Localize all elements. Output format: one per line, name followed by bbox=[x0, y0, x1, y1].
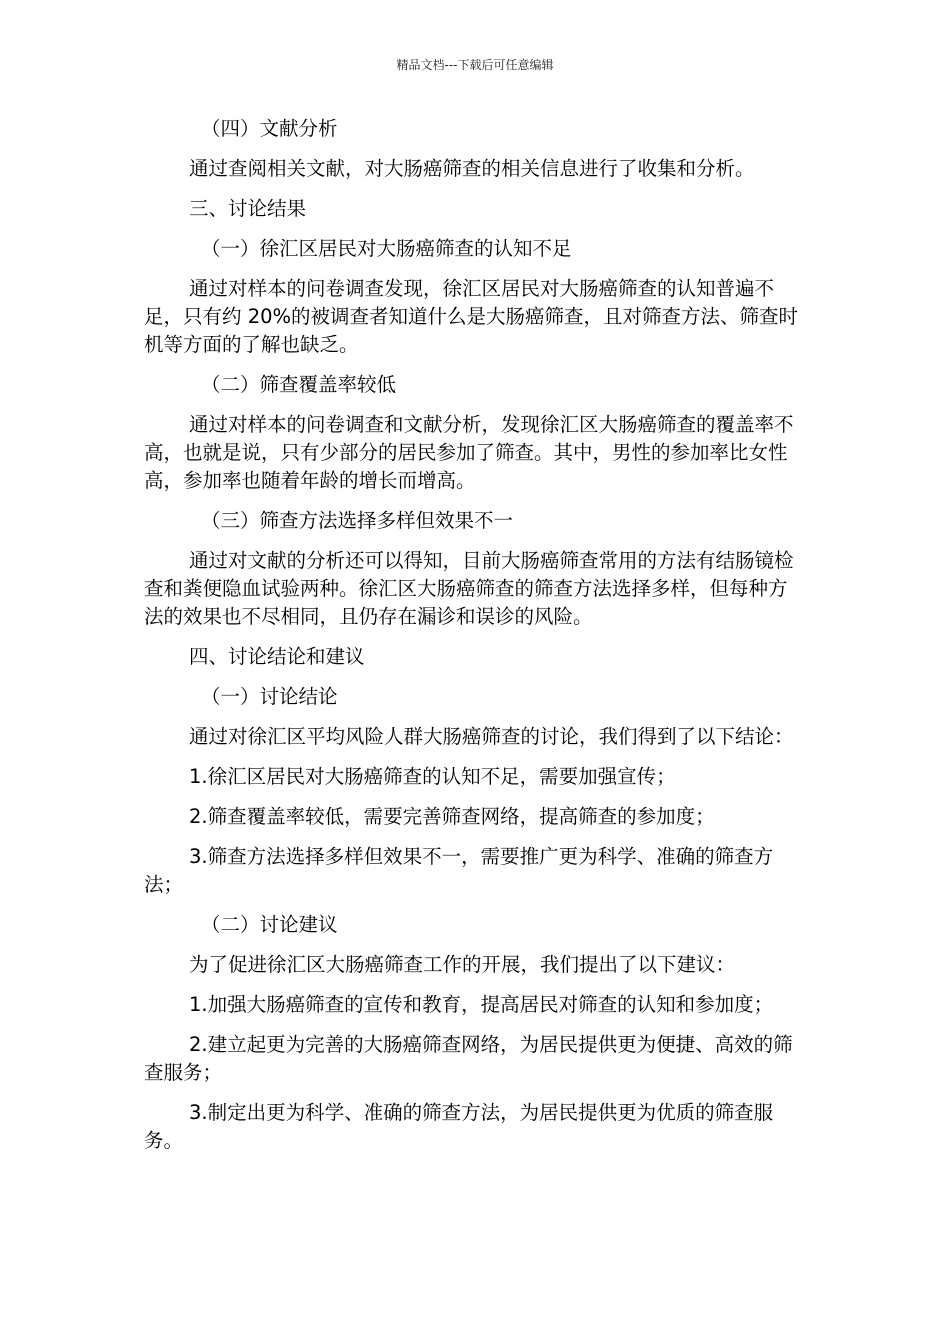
paragraph: 通过对样本的问卷调查和文献分析，发现徐汇区大肠癌筛查的覆盖率不高，也就是说，只有少部分的居民参加了筛查。其中，男性的参加率比女性高，参加率也随着年龄的增长而增高。 bbox=[144, 413, 794, 492]
paragraph: 为了促进徐汇区大肠癌筛查工作的开展，我们提出了以下建议： bbox=[189, 953, 736, 976]
subsection-heading: （三）筛查方法选择多样但效果不一 bbox=[201, 509, 514, 532]
document-body bbox=[144, 115, 804, 1167]
list-item: 2.筛查覆盖率较低，需要完善筛查网络，提高筛查的参加度； bbox=[189, 805, 715, 828]
subsection-heading: （一）徐汇区居民对大肠癌筛查的认知不足 bbox=[201, 237, 572, 260]
page-header: 精品文档---下载后可任意编辑 bbox=[396, 58, 554, 72]
paragraph: 通过查阅相关文献，对大肠癌筛查的相关信息进行了收集和分析。 bbox=[189, 157, 755, 180]
subsection-heading: （二）筛查覆盖率较低 bbox=[201, 373, 397, 396]
list-item: 3.筛查方法选择多样但效果不一，需要推广更为科学、准确的筛查方法； bbox=[144, 845, 774, 896]
list-item: 1.徐汇区居民对大肠癌筛查的认知不足，需要加强宣传； bbox=[189, 765, 676, 788]
section-heading: 三、讨论结果 bbox=[189, 197, 307, 220]
list-item: 2.建立起更为完善的大肠癌筛查网络，为居民提供更为便捷、高效的筛查服务； bbox=[144, 1033, 793, 1084]
paragraph: 通过对样本的问卷调查发现，徐汇区居民对大肠癌筛查的认知普遍不足，只有约 20%的被调查者知道什么是大肠癌筛查，且对筛查方法、筛查时机等方面的了解也缺乏。 bbox=[144, 277, 799, 356]
subsection-heading: （一）讨论结论 bbox=[201, 685, 338, 708]
list-item: 1.加强大肠癌筛查的宣传和教育，提高居民对筛查的认知和参加度； bbox=[189, 993, 774, 1016]
list-item: 3.制定出更为科学、准确的筛查方法，为居民提供更为优质的筛查服务。 bbox=[144, 1101, 774, 1152]
paragraph: 通过对文献的分析还可以得知，目前大肠癌筛查常用的方法有结肠镜检查和粪便隐血试验两种。徐汇区大肠癌筛查的筛查方法选择多样，但每种方法的效果也不尽相同，且仍存在漏诊和误诊的风险。 bbox=[144, 549, 794, 628]
subsection-heading: （四）文献分析 bbox=[201, 117, 338, 140]
section-heading: 四、讨论结论和建议 bbox=[189, 645, 365, 668]
paragraph: 通过对徐汇区平均风险人群大肠癌筛查的讨论，我们得到了以下结论： bbox=[189, 725, 794, 748]
subsection-heading: （二）讨论建议 bbox=[201, 913, 338, 936]
